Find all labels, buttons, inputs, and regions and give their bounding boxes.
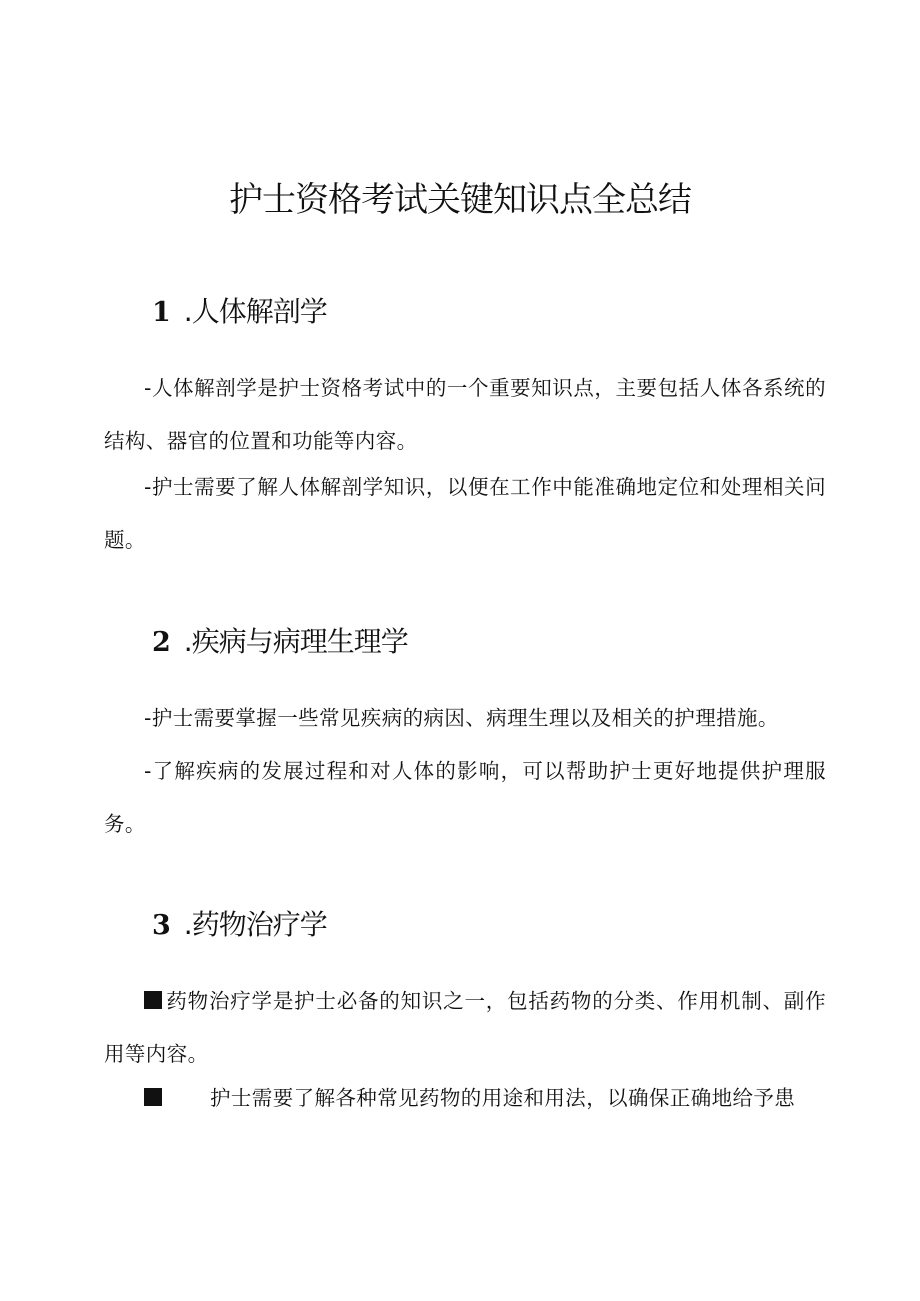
paragraph — [104, 975, 826, 1081]
paragraph-text: 药物治疗学是护士必备的知识之一，包括药物的分类、作用机制、副作用等内容。 — [104, 989, 826, 1066]
document-title: 护士资格考试关键知识点全总结 — [229, 180, 691, 220]
section-title: .药物治疗学 — [183, 908, 327, 941]
paragraph — [104, 461, 826, 567]
section-title: .人体解剖学 — [183, 295, 327, 328]
section-number: 3 — [152, 910, 170, 941]
section-title: .疾病与病理生理学 — [183, 625, 408, 658]
section-number: 2 — [152, 627, 170, 658]
paragraph-text: 人体解剖学是护士资格考试中的一个重要知识点，主要包括人体各系统的结构、器官的位置和功能等内容。 — [104, 376, 826, 453]
square-bullet-icon — [144, 1088, 162, 1106]
paragraph-text: 护士需要掌握一些常见疾病的病因、病理生理以及相关的护理措施。 — [151, 706, 779, 730]
paragraph-text: 了解疾病的发展过程和对人体的影响，可以帮助护士更好地提供护理服务。 — [104, 759, 826, 836]
square-bullet-icon — [144, 991, 162, 1009]
dash-bullet: - — [144, 706, 152, 730]
dash-bullet: - — [144, 376, 152, 400]
paragraph — [104, 1072, 826, 1125]
paragraph — [104, 692, 826, 745]
section-heading-pathophysiology — [152, 622, 408, 663]
dash-bullet: - — [144, 475, 152, 499]
dash-bullet: - — [144, 759, 152, 783]
paragraph — [104, 362, 826, 468]
section-heading-pharmacology — [152, 905, 327, 946]
section-number: 1 — [152, 297, 170, 328]
paragraph-text: 护士需要了解各种常见药物的用途和用法，以确保正确地给予患 — [210, 1086, 796, 1110]
paragraph — [104, 745, 826, 851]
paragraph-text: 护士需要了解人体解剖学知识，以便在工作中能准确地定位和处理相关问题。 — [104, 475, 826, 552]
section-heading-anatomy — [152, 292, 327, 333]
